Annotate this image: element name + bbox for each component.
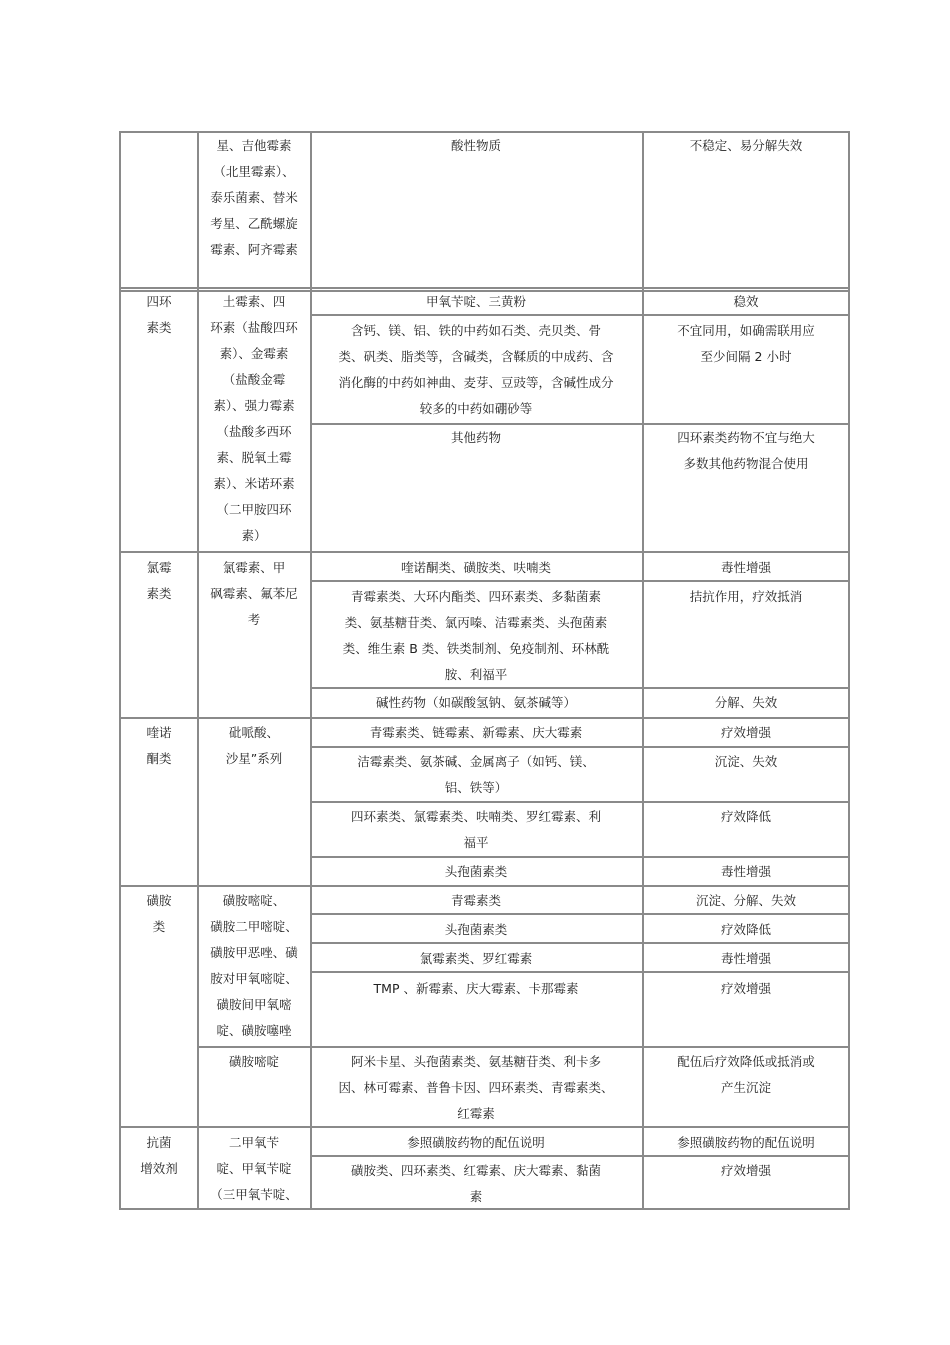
combination-drug-cell: 参照磺胺药物的配伍说明 [407, 1135, 545, 1150]
combination-drug-cell: 头孢菌素类 [444, 864, 508, 879]
drug-category-cell: 喹诺 酮类 [146, 725, 172, 766]
grid-line [119, 131, 121, 1209]
interaction-result-cell: 毒性增强 [720, 864, 771, 879]
interaction-result-cell: 参照磺胺药物的配伍说明 [677, 1135, 815, 1150]
drug-category-cell: 抗菌 增效剂 [140, 1135, 178, 1176]
drug-category-cell: 四环 素类 [146, 294, 172, 335]
combination-drug-cell: 甲氧苄啶、三黄粉 [425, 294, 526, 309]
combination-drug-cell: 碱性药物（如碳酸氢钠、氨茶碱等） [375, 695, 576, 710]
grid-line [310, 801, 850, 803]
interaction-result-cell: 配伍后疗效降低或抵消或 产生沉淀 [677, 1054, 815, 1095]
interaction-result-cell: 疗效降低 [720, 922, 771, 937]
combination-drug-cell: 喹诺酮类、磺胺类、呋喃类 [400, 560, 551, 575]
drug-names-cell: 砒哌酸、 沙星”系列 [225, 725, 283, 766]
interaction-result-cell: 四环素类药物不宜与绝大 多数其他药物混合使用 [677, 430, 815, 471]
interaction-result-cell: 疗效增强 [720, 981, 771, 996]
grid-line [197, 1046, 850, 1048]
combination-drug-cell: 氯霉素类、罗红霉素 [419, 951, 533, 966]
combination-drug-cell: 含钙、镁、铝、铁的中药如石类、壳贝类、骨 类、矾类、脂类等，含碱类，含鞣质的中成药、含 消化酶的中药如神曲、麦芽、豆豉等，含碱性成分 较多的中药如硼砂等 [338, 323, 614, 416]
combination-drug-cell: 青霉素类、链霉素、新霉素、庆大霉素 [369, 725, 583, 740]
grid-line [119, 885, 850, 887]
drug-names-cell: 磺胺嘧啶 [228, 1054, 279, 1069]
interaction-result-cell: 疗效增强 [720, 1163, 771, 1178]
combination-drug-cell: 酸性物质 [450, 138, 501, 153]
grid-line [119, 551, 850, 553]
combination-drug-cell: 磺胺类、四环素类、红霉素、庆大霉素、黏菌 素 [350, 1163, 601, 1204]
combination-drug-cell: 青霉素类、大环内酯类、四环素类、多黏菌素 类、氨基糖苷类、氯丙嗪、洁霉素类、头孢菌素 类、维生素 B 类、铁类制剂、免疫制剂、环林酰 胺、利福平 [342, 589, 610, 682]
interaction-result-cell: 毒性增强 [720, 951, 771, 966]
interaction-result-cell: 疗效降低 [720, 809, 771, 824]
combination-drug-cell: 四环素类、氯霉素类、呋喃类、罗红霉素、利 福平 [350, 809, 601, 850]
drug-category-cell: 氯霉 素类 [146, 560, 172, 601]
interaction-result-cell: 沉淀、失效 [714, 754, 778, 769]
drug-names-cell: 土霉素、四 环素（盐酸四环 素）、金霉素 （盐酸金霉 素）、强力霉素 （盐酸多西环 素、脱氧土霉 素）、米诺环素 （二甲胺四环 素） [210, 294, 298, 543]
combination-drug-cell: 其他药物 [450, 430, 501, 445]
drug-names-cell: 二甲氧苄 啶、甲氧苄啶 （三甲氧苄啶、 [210, 1135, 298, 1202]
interaction-result-cell: 稳效 [733, 294, 759, 309]
combination-drug-cell: 阿米卡星、头孢菌素类、氨基糖苷类、利卡多 因、林可霉素、普鲁卡因、四环素类、青霉素类、 红霉素 [338, 1054, 614, 1121]
interaction-result-cell: 疗效增强 [720, 725, 771, 740]
combination-drug-cell: 头孢菌素类 [444, 922, 508, 937]
drug-names-cell: 磺胺嘧啶、 磺胺二甲嘧啶、 磺胺甲恶唑、磺 胺对甲氧嘧啶、 磺胺间甲氧嘧 啶、磺胺噻唑 [210, 893, 298, 1038]
interaction-result-cell: 沉淀、分解、失效 [695, 893, 796, 908]
combination-drug-cell: 洁霉素类、氨茶碱、金属离子（如钙、镁、 铝、铁等） [357, 754, 595, 795]
interaction-result-cell: 分解、失效 [714, 695, 778, 710]
drug-names-cell: 氯霉素、甲 砜霉素、氟苯尼 考 [210, 560, 298, 627]
interaction-result-cell: 不宜同用，如确需联用应 至少间隔 2 小时 [677, 323, 815, 364]
combination-drug-cell: 青霉素类 [450, 893, 501, 908]
interaction-result-cell: 拮抗作用，疗效抵消 [689, 589, 803, 604]
drug-names-cell: 星、吉他霉素 （北里霉素）、 泰乐菌素、替米 考星、乙酰螺旋 霉素、阿齐霉素 [210, 138, 298, 257]
grid-line [310, 746, 850, 748]
interaction-result-cell: 毒性增强 [720, 560, 771, 575]
grid-line [310, 856, 850, 858]
interaction-result-cell: 不稳定、易分解失效 [689, 138, 803, 153]
drug-category-cell: 磺胺 类 [146, 893, 172, 934]
grid-line [119, 717, 850, 719]
combination-drug-cell: TMP 、新霉素、庆大霉素、卡那霉素 [373, 981, 579, 996]
